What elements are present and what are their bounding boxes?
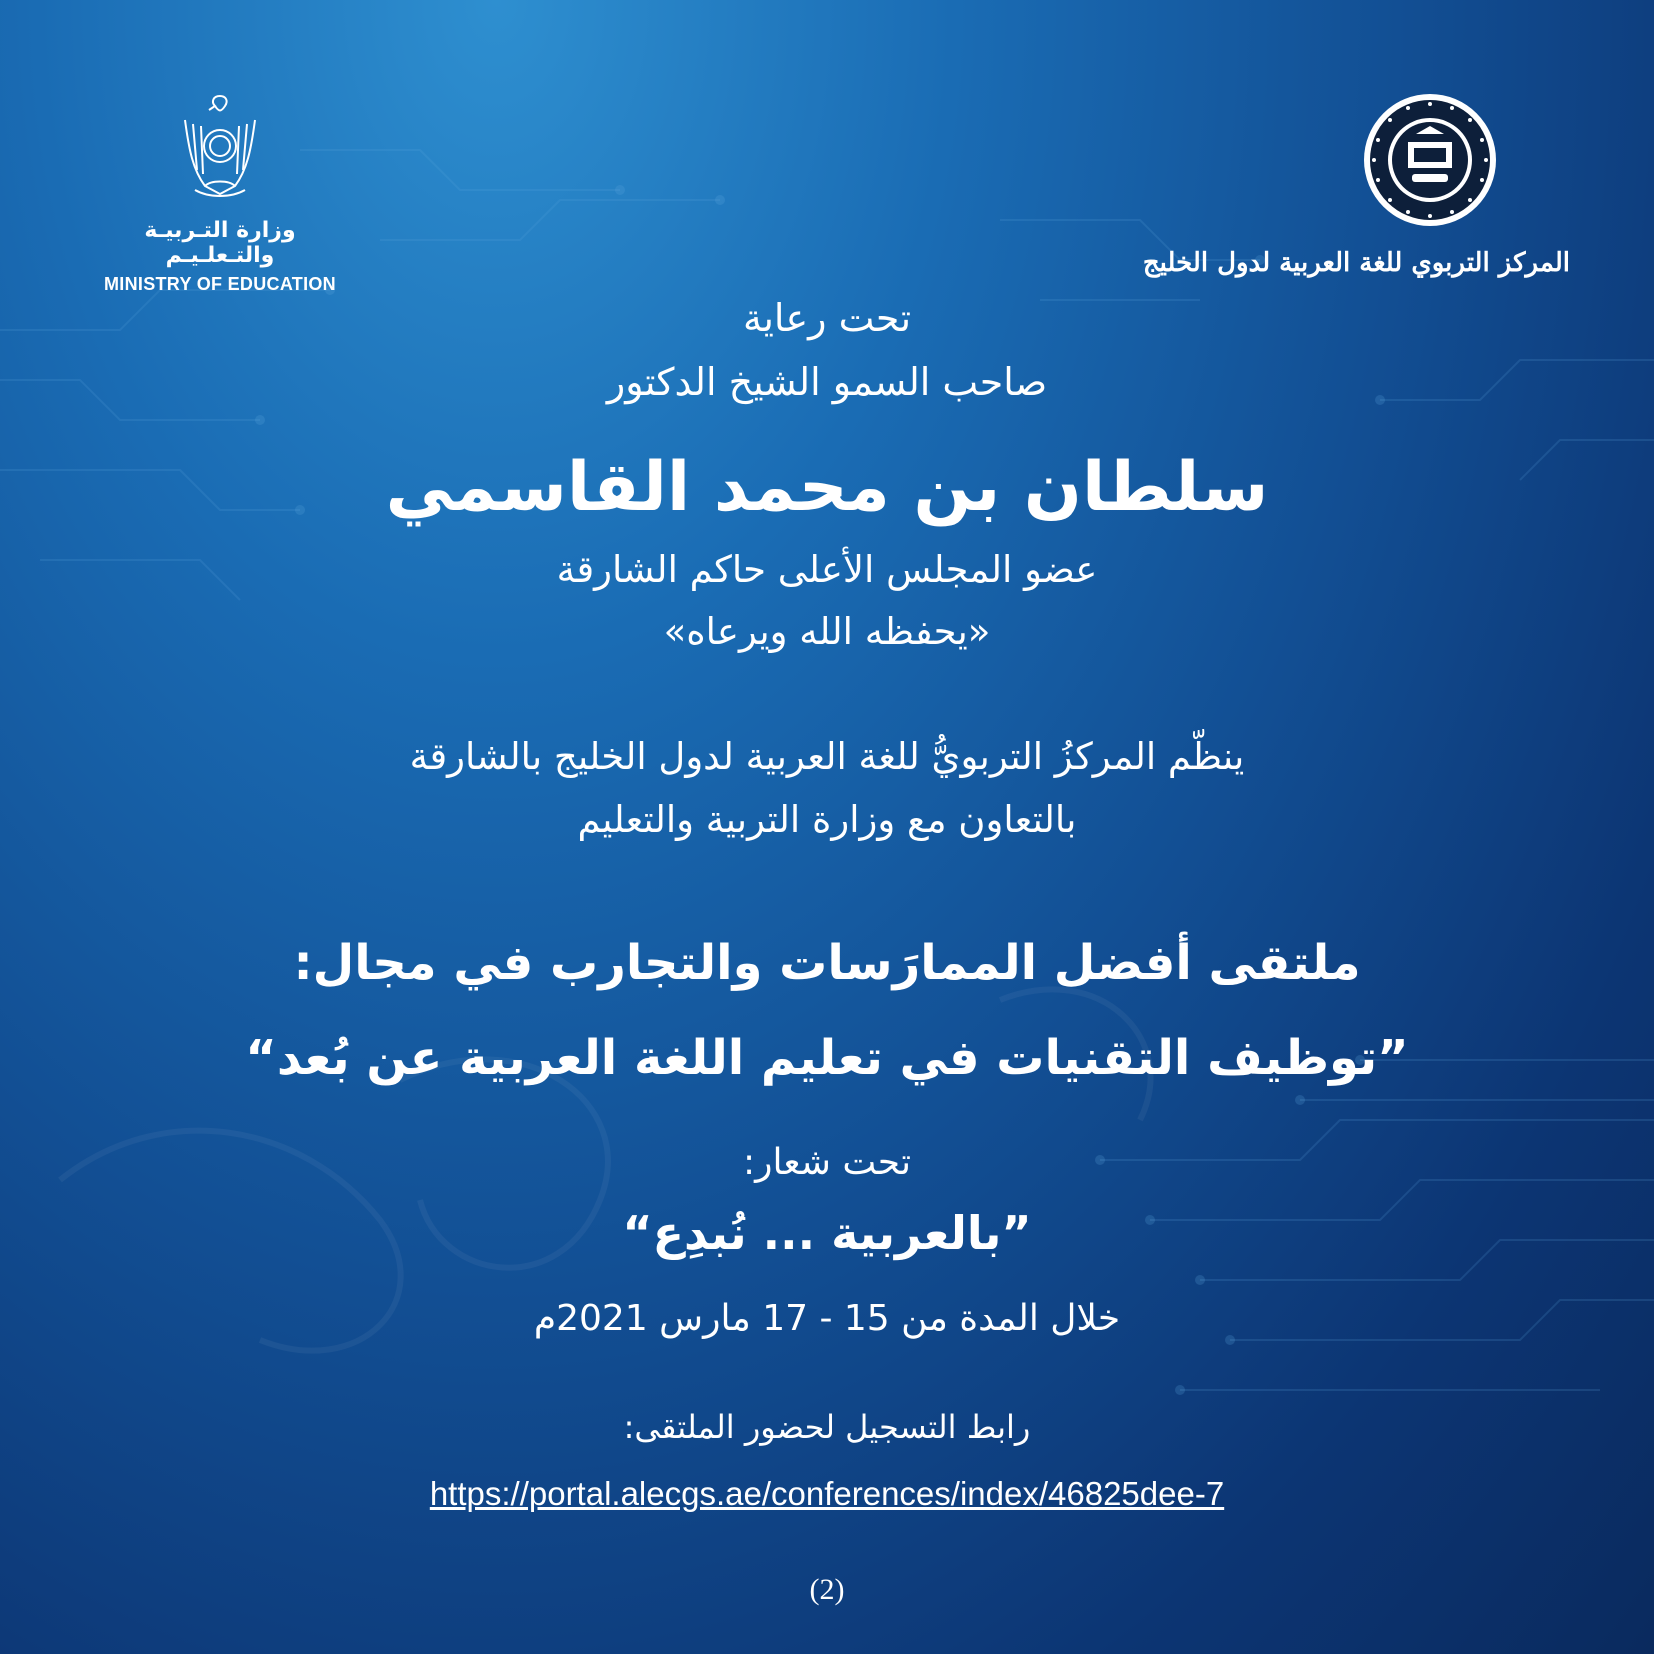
ministry-of-education-logo <box>90 90 350 294</box>
patron-name: سلطان بن محمد القاسمي <box>385 448 1269 527</box>
patron-prayer: «يحفظه الله ويرعاه» <box>663 610 991 653</box>
patron-title: صاحب السمو الشيخ الدكتور <box>606 360 1048 404</box>
organizer-line-1: ينظّم المركزُ التربويُّ للغة العربية لدول الخليج بالشارقة <box>409 735 1245 778</box>
arabic-language-center-logo <box>1142 90 1570 290</box>
slogan-text: ”بالعربية ... نُبدِع“ <box>622 1206 1032 1260</box>
registration-label: رابط التسجيل لحضور الملتقى: <box>623 1408 1031 1446</box>
ministry-name-arabic: وزارة التـربيـة والتـعلـيـم <box>144 218 296 268</box>
event-title: ملتقى أفضل الممارَسات والتجارب في مجال: <box>293 935 1361 991</box>
registration-link-container <box>0 1475 1654 1513</box>
uae-eagle-emblem-icon <box>175 90 265 200</box>
slogan-label: تحت شعار: <box>742 1142 912 1183</box>
page-number: (2) <box>809 1573 845 1606</box>
organizer-line-2: بالتعاون مع وزارة التربية والتعليم <box>577 798 1077 841</box>
patron-position: عضو المجلس الأعلى حاكم الشارقة <box>556 548 1098 591</box>
event-topic: ”توظيف التقنيات في تعليم اللغة العربية عن بُعد“ <box>245 1030 1409 1086</box>
patronage-label: تحت رعاية <box>742 296 912 340</box>
center-name-arabic: المركز التربوي للغة العربية لدول الخليج <box>1142 248 1570 278</box>
ministry-name-english: MINISTRY OF EDUCATION <box>104 274 336 294</box>
event-dates: خلال المدة من 15 - 17 مارس 2021م <box>533 1298 1121 1339</box>
registration-link[interactable]: https://portal.alecgs.ae/conferences/index/46825dee-7 <box>429 1475 1225 1512</box>
arabic-center-seal-icon <box>1360 90 1500 230</box>
